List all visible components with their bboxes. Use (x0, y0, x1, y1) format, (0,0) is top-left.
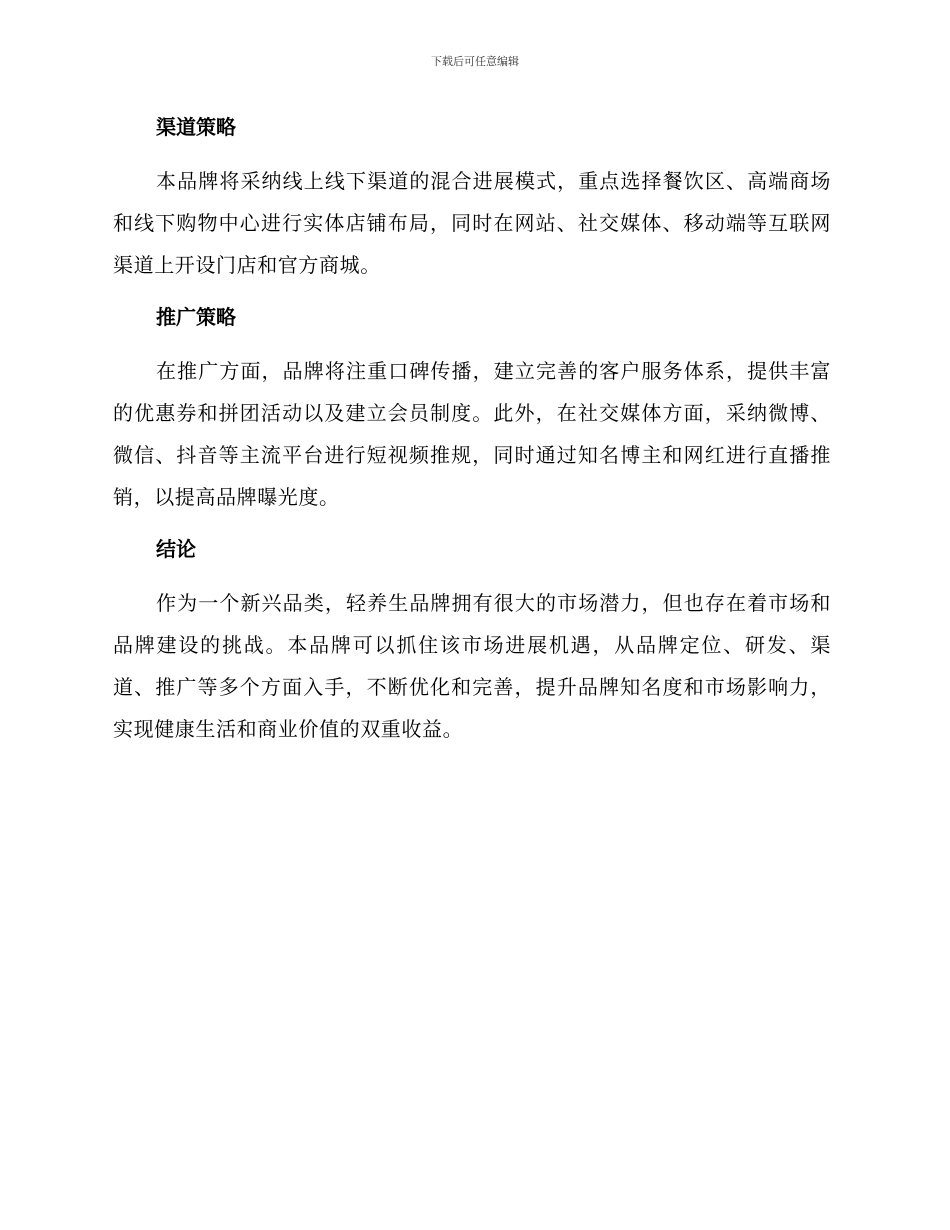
paragraph-channel-strategy: 本品牌将采纳线上线下渠道的混合进展模式，重点选择餐饮区、高端商场和线下购物中心进行实体店铺布局，同时在网站、社交媒体、移动端等互联网渠道上开设门店和官方商城。 (113, 169, 831, 277)
section-heading-promotion-strategy: 推广策略 (156, 305, 236, 329)
header-note: 下载后可任意编辑 (431, 55, 519, 68)
paragraph-conclusion: 作为一个新兴品类，轻养生品牌拥有很大的市场潜力，但也存在着市场和品牌建设的挑战。本品牌可以抓住该市场进展机遇，从品牌定位、研发、渠道、推广等多个方面入手，不断优化和完善，提升品牌知名度和市场影响力，实现健康生活和商业价值的双重收益。 (113, 591, 831, 741)
spacer (113, 518, 831, 528)
spacer (113, 148, 831, 160)
section-heading-conclusion: 结论 (156, 537, 196, 561)
section-heading-channel-strategy: 渠道策略 (156, 115, 236, 139)
document-body (113, 106, 831, 750)
paragraph-promotion-strategy: 在推广方面，品牌将注重口碑传播，建立完善的客户服务体系，提供丰富的优惠券和拼团活动以及建立会员制度。此外，在社交媒体方面，采纳微博、微信、抖音等主流平台进行短视频推规，同时通过知名博主和网红进行直播推销，以提高品牌曝光度。 (113, 359, 831, 509)
spacer (113, 338, 831, 350)
spacer (113, 286, 831, 296)
spacer (113, 570, 831, 582)
